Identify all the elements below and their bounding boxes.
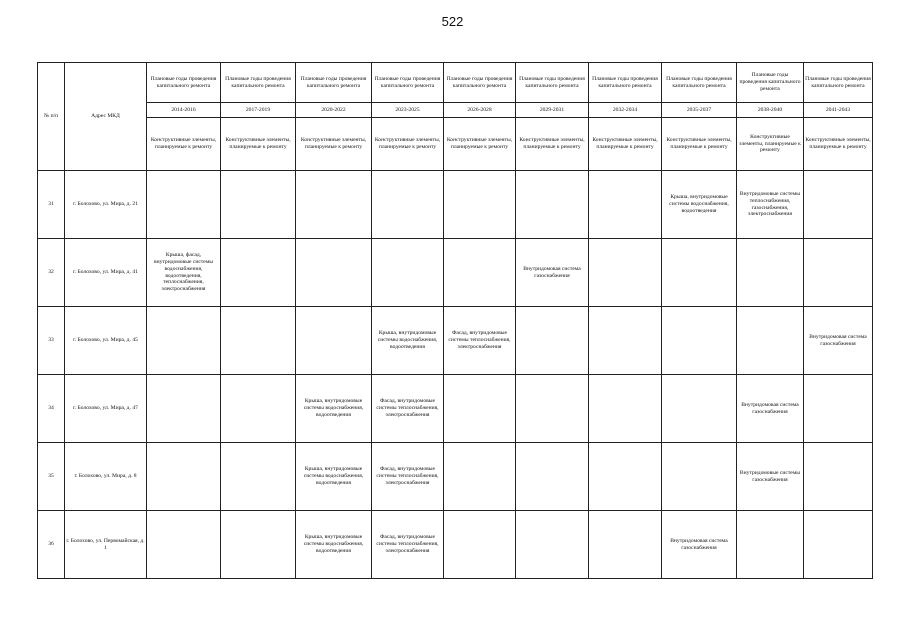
row-address: г. Болохово, ул. Мира, д. 21 bbox=[65, 171, 147, 239]
row-address: г. Болохово, ул. Мира, д. 47 bbox=[65, 375, 147, 443]
header-elements: Конструктивные элементы, планируемые к ремонту bbox=[589, 118, 662, 171]
header-elements: Конструктивные элементы, планируемые к ремонту bbox=[516, 118, 589, 171]
row-cell bbox=[444, 511, 516, 579]
header-period: 2023-2025 bbox=[372, 103, 444, 118]
row-cell bbox=[372, 239, 444, 307]
row-cell bbox=[804, 511, 873, 579]
header-period: 2032-2034 bbox=[589, 103, 662, 118]
header-planned-years: Плановые годы проведения капитального ремонта bbox=[737, 63, 804, 103]
row-cell bbox=[147, 511, 221, 579]
row-cell bbox=[662, 375, 737, 443]
header-elements: Конструктивные элементы, планируемые к ремонту bbox=[372, 118, 444, 171]
header-period: 2014-2016 bbox=[147, 103, 221, 118]
table-row bbox=[38, 511, 873, 579]
table-row bbox=[38, 375, 873, 443]
header-period: 2017-2019 bbox=[221, 103, 296, 118]
row-cell bbox=[804, 375, 873, 443]
row-cell: Внутридомовые системы теплоснабжения, газоснабжения, электроснабжения bbox=[737, 171, 804, 239]
repair-schedule-table bbox=[37, 62, 873, 579]
header-period: 2038-2040 bbox=[737, 103, 804, 118]
row-cell: Крыша, внутридомовые системы водоснабжения, водоотведения bbox=[296, 375, 372, 443]
row-cell bbox=[221, 171, 296, 239]
row-number: 34 bbox=[38, 375, 65, 443]
row-cell: Крыша, внутридомовые системы водоснабжения, водоотведения bbox=[662, 171, 737, 239]
row-cell: Фасад, внутридомовые системы теплоснабжения, электроснабжения bbox=[372, 511, 444, 579]
row-cell bbox=[662, 239, 737, 307]
row-cell: Крыша, фасад, внутридомовые системы водоснабжения, водоотведения, теплоснабжения, электроснабжения bbox=[147, 239, 221, 307]
header-planned-years: Плановые годы проведения капитального ремонта bbox=[221, 63, 296, 103]
row-cell bbox=[589, 307, 662, 375]
header-elements: Конструктивные элементы, планируемые к ремонту bbox=[662, 118, 737, 171]
row-cell: Фасад, внутридомовые системы теплоснабжения, электроснабжения bbox=[372, 443, 444, 511]
header-planned-years: Плановые годы проведения капитального ремонта bbox=[589, 63, 662, 103]
row-cell bbox=[804, 443, 873, 511]
row-cell bbox=[804, 239, 873, 307]
row-cell bbox=[737, 511, 804, 579]
row-cell bbox=[589, 511, 662, 579]
row-cell bbox=[662, 443, 737, 511]
page-number: 522 bbox=[441, 14, 464, 29]
row-number: 33 bbox=[38, 307, 65, 375]
header-period: 2035-2037 bbox=[662, 103, 737, 118]
table-row bbox=[38, 307, 873, 375]
row-cell bbox=[221, 511, 296, 579]
header-elements: Конструктивные элементы, планируемые к ремонту bbox=[444, 118, 516, 171]
row-cell bbox=[516, 307, 589, 375]
header-planned-years: Плановые годы проведения капитального ремонта bbox=[804, 63, 873, 103]
row-cell: Внутридомовая система газоснабжения bbox=[662, 511, 737, 579]
header-period: 2026-2028 bbox=[444, 103, 516, 118]
row-cell bbox=[589, 239, 662, 307]
header-elements: Конструктивные элементы, планируемые к ремонту bbox=[804, 118, 873, 171]
row-cell bbox=[516, 443, 589, 511]
row-address: г. Болохово, ул. Мира, д. 41 bbox=[65, 239, 147, 307]
row-cell bbox=[296, 239, 372, 307]
row-cell bbox=[296, 171, 372, 239]
row-cell bbox=[444, 375, 516, 443]
row-cell bbox=[444, 171, 516, 239]
header-number: № п/п bbox=[38, 63, 65, 171]
row-cell bbox=[516, 511, 589, 579]
header-row-planned bbox=[38, 63, 873, 103]
header-address: Адрес МКД bbox=[65, 63, 147, 171]
header-row-elements bbox=[38, 118, 873, 171]
row-cell bbox=[589, 171, 662, 239]
row-cell: Фасад, внутридомовые системы теплоснабжения, электроснабжения bbox=[372, 375, 444, 443]
row-cell: Внутридомовые системы газоснабжения bbox=[737, 443, 804, 511]
row-cell: Фасад, внутридомовые системы теплоснабжения, электроснабжения bbox=[444, 307, 516, 375]
header-planned-years: Плановые годы проведения капитального ремонта bbox=[147, 63, 221, 103]
table-row bbox=[38, 239, 873, 307]
row-number: 31 bbox=[38, 171, 65, 239]
table-row bbox=[38, 443, 873, 511]
header-planned-years: Плановые годы проведения капитального ремонта bbox=[372, 63, 444, 103]
header-period: 2020-2022 bbox=[296, 103, 372, 118]
row-address: г. Болохово, ул. Мира, д. 45 bbox=[65, 307, 147, 375]
row-cell: Внутридомовая система газоснабжения bbox=[737, 375, 804, 443]
row-cell bbox=[221, 307, 296, 375]
header-period: 2029-2031 bbox=[516, 103, 589, 118]
row-cell bbox=[444, 239, 516, 307]
header-row-periods bbox=[38, 103, 873, 118]
row-cell bbox=[221, 375, 296, 443]
row-cell bbox=[804, 171, 873, 239]
row-address: г. Болохово, ул. Первомайская, д. 1 bbox=[65, 511, 147, 579]
header-elements: Конструктивные элементы, планируемые к ремонту bbox=[737, 118, 804, 171]
row-number: 32 bbox=[38, 239, 65, 307]
row-cell bbox=[589, 375, 662, 443]
table-row bbox=[38, 171, 873, 239]
header-elements: Конструктивные элементы, планируемые к ремонту bbox=[221, 118, 296, 171]
row-cell bbox=[147, 307, 221, 375]
row-cell bbox=[444, 443, 516, 511]
row-number: 36 bbox=[38, 511, 65, 579]
row-cell bbox=[662, 307, 737, 375]
row-cell bbox=[589, 443, 662, 511]
row-address: г. Болохово, ул. Мира, д. 8 bbox=[65, 443, 147, 511]
header-elements: Конструктивные элементы, планируемые к ремонту bbox=[296, 118, 372, 171]
row-cell bbox=[737, 239, 804, 307]
header-period: 2041-2043 bbox=[804, 103, 873, 118]
row-cell: Крыша, внутридомовые системы водоснабжения, водоотведения bbox=[296, 511, 372, 579]
header-planned-years: Плановые годы проведения капитального ремонта bbox=[296, 63, 372, 103]
row-cell: Крыша, внутридомовые системы водоснабжения, водоотведения bbox=[296, 443, 372, 511]
row-cell bbox=[516, 375, 589, 443]
row-cell: Внутридомовая система газоснабжения bbox=[516, 239, 589, 307]
row-cell bbox=[516, 171, 589, 239]
row-cell bbox=[296, 307, 372, 375]
header-planned-years: Плановые годы проведения капитального ремонта bbox=[516, 63, 589, 103]
row-cell bbox=[147, 375, 221, 443]
row-cell bbox=[221, 443, 296, 511]
header-elements: Конструктивные элементы, планируемые к ремонту bbox=[147, 118, 221, 171]
row-cell bbox=[147, 443, 221, 511]
row-cell bbox=[221, 239, 296, 307]
row-cell bbox=[737, 307, 804, 375]
header-planned-years: Плановые годы проведения капитального ремонта bbox=[444, 63, 516, 103]
row-cell bbox=[372, 171, 444, 239]
header-planned-years: Плановые годы проведения капитального ремонта bbox=[662, 63, 737, 103]
row-cell: Внутридомовая система газоснабжения bbox=[804, 307, 873, 375]
row-cell bbox=[147, 171, 221, 239]
row-cell: Крыша, внутридомовые системы водоснабжения, водоотведения bbox=[372, 307, 444, 375]
row-number: 35 bbox=[38, 443, 65, 511]
